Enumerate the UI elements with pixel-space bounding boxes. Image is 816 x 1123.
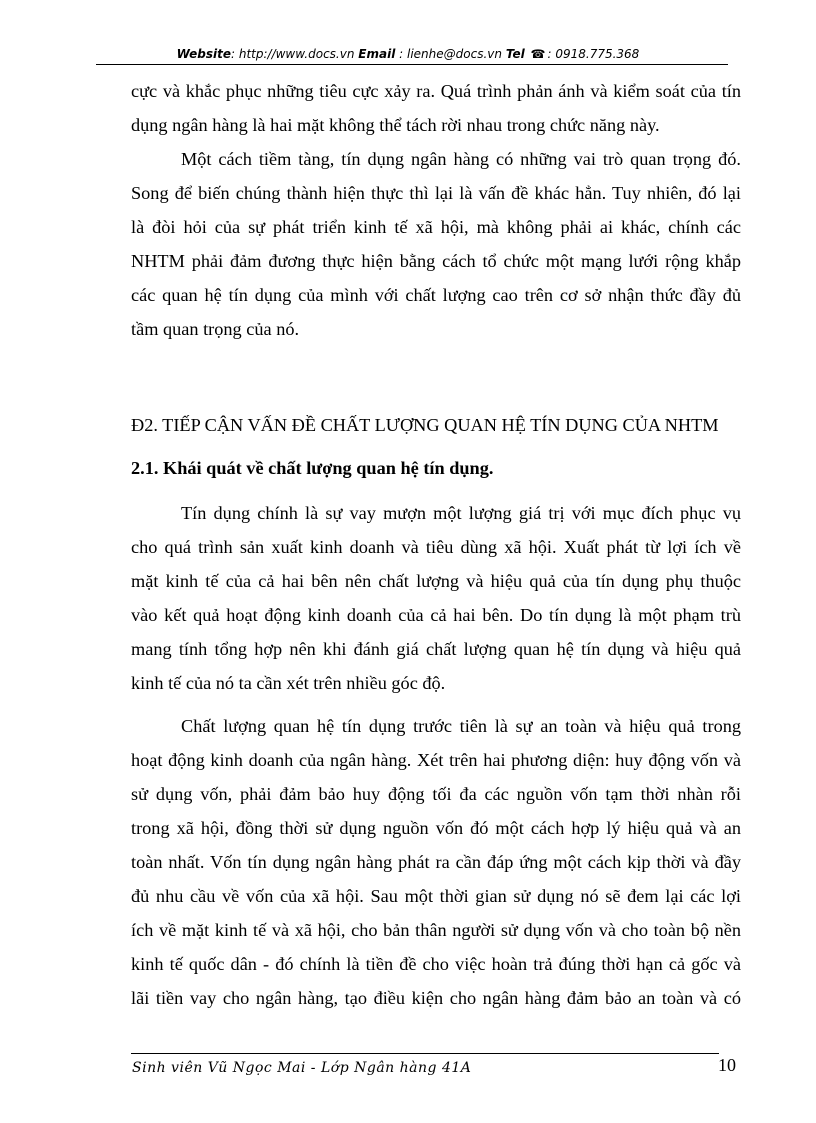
footer-author: Sinh viên Vũ Ngọc Mai - Lớp Ngân hàng 41A — [132, 1060, 472, 1076]
text-line: cho quá trình sản xuất kinh doanh và tiêu dùng xã hội. Xuất phát từ lợi ích về — [131, 537, 741, 557]
text-line: Một cách tiềm tàng, tín dụng ngân hàng có những vai trò quan trọng đó. — [181, 149, 741, 169]
tel-value: : 0918.775.368 — [547, 47, 640, 61]
text-line: lãi tiền vay cho ngân hàng, tạo điều kiện cho ngân hàng đảm bảo an toàn và có — [131, 988, 741, 1008]
text-line: sử dụng vốn, phải đảm bảo huy động tối đa các nguồn vốn tạm thời nhàn rỗi — [131, 784, 741, 804]
section-heading: Đ2. TIẾP CẬN VẤN ĐỀ CHẤT LƯỢNG QUAN HỆ TÍN DỤNG CỦA NHTM — [131, 415, 719, 435]
email-label: Email — [358, 47, 396, 61]
text-line: các quan hệ tín dụng của mình với chất lượng cao trên cơ sở nhận thức đầy đủ — [131, 285, 741, 305]
text-line: Song để biến chúng thành hiện thực thì lại là vấn đề khác hẳn. Tuy nhiên, đó lại — [131, 183, 741, 203]
text-line: mang tính tổng hợp nên khi đánh giá chất lượng quan hệ tín dụng và hiệu quả — [131, 639, 741, 659]
website-value: : http://www.docs.vn — [231, 47, 355, 61]
email-value: : lienhe@docs.vn — [399, 47, 502, 61]
footer-rule — [131, 1053, 719, 1054]
text-line: vào kết quả hoạt động kinh doanh của cả hai bên. Do tín dụng là một phạm trù — [131, 605, 741, 625]
text-line: toàn nhất. Vốn tín dụng ngân hàng phát ra cần đáp ứng một cách kịp thời và đầy — [131, 852, 741, 872]
phone-icon: ☎ — [530, 47, 546, 61]
text-line: đủ nhu cầu về vốn của xã hội. Sau một thời gian sử dụng nó sẽ đem lại các lợi — [131, 886, 741, 906]
text-line: kinh tế quốc dân - đó chính là tiền đề cho việc hoàn trả đúng thời hạn cả gốc và — [131, 954, 741, 974]
text-line: cực và khắc phục những tiêu cực xảy ra. Quá trình phản ánh và kiểm soát của tín — [131, 81, 741, 101]
text-line: là đòi hỏi của sự phát triển kinh tế xã hội, mà không phải ai khác, chính các — [131, 217, 741, 237]
subsection-heading: 2.1. Khái quát về chất lượng quan hệ tín dụng. — [131, 458, 494, 478]
header-rule — [96, 64, 728, 65]
text-line: Tín dụng chính là sự vay mượn một lượng giá trị với mục đích phục vụ — [181, 503, 741, 523]
text-line: NHTM phải đảm đương thực hiện bằng cách tổ chức một mạng lưới rộng khắp — [131, 251, 741, 271]
text-line: kinh tế của nó ta cần xét trên nhiều góc độ. — [131, 673, 446, 693]
text-line: tầm quan trọng của nó. — [131, 319, 300, 339]
text-line: mặt kinh tế của cả hai bên nên chất lượng và hiệu quả của tín dụng phụ thuộc — [131, 571, 741, 591]
text-line: trong xã hội, đồng thời sử dụng nguồn vốn đó một cách hợp lý hiệu quả và an — [131, 818, 741, 838]
text-line: ích về mặt kinh tế và xã hội, cho bản thân người sử dụng vốn và cho toàn bộ nền — [131, 920, 741, 940]
text-line: Chất lượng quan hệ tín dụng trước tiên là sự an toàn và hiệu quả trong — [181, 716, 741, 736]
text-line: dụng ngân hàng là hai mặt không thể tách rời nhau trong chức năng này. — [131, 115, 660, 135]
text-line: hoạt động kinh doanh của ngân hàng. Xét trên hai phương diện: huy động vốn và — [131, 750, 741, 770]
tel-label: Tel — [505, 47, 525, 61]
page-number: 10 — [718, 1055, 736, 1075]
website-label: Website — [176, 47, 231, 61]
page-header — [0, 47, 816, 61]
